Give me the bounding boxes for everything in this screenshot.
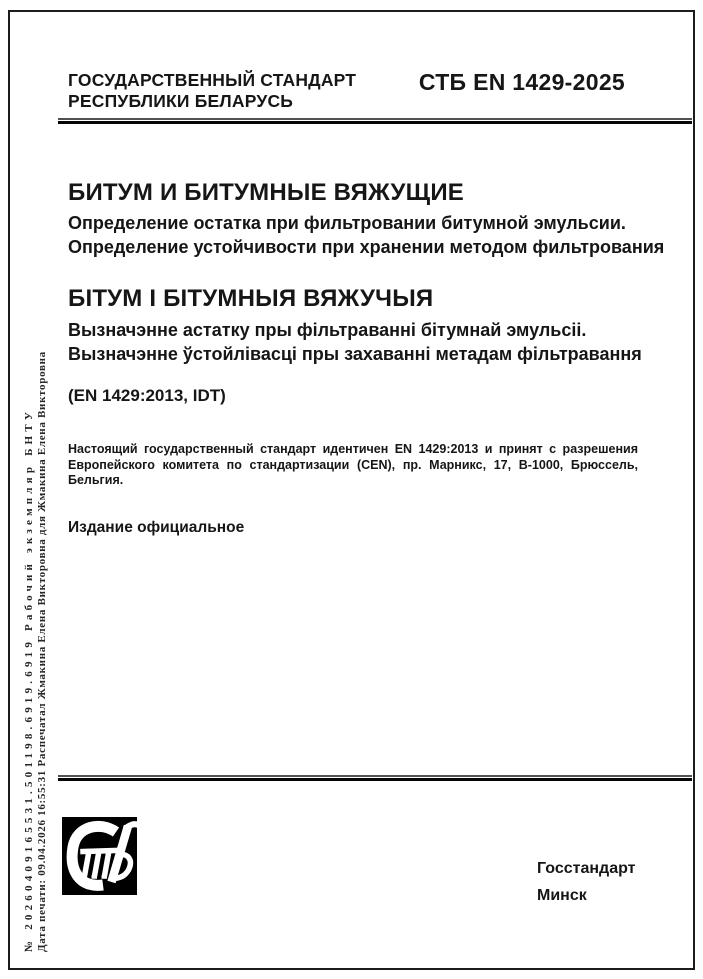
adoption-note: Настоящий государственный стандарт идентичен EN 1429:2013 и принят с разрешения Европейского комитета по стандартизации (CEN), пр. Марникс, 17, B-1000, Брюссель, Бельгия.: [68, 442, 638, 487]
watermark-copy-number: № 20260409165531.501198.6919.6919 Рабочий экземпляр БНТУ: [23, 407, 35, 952]
subtitle-belarusian: [68, 318, 642, 366]
issuing-organization-line1: ГОСУДАРСТВЕННЫЙ СТАНДАРТ: [68, 70, 357, 90]
publisher-city: Минск: [537, 887, 587, 904]
print-watermark: [23, 284, 49, 952]
stb-logo: [62, 817, 137, 895]
subtitle-russian: [68, 211, 664, 259]
issuing-organization: [68, 70, 356, 111]
watermark-print-date: Дата печати: 09.04.2026 16:55:31 Распечатал Жмакина Елена Викторовна для Жмакина Елена Викторовна: [36, 351, 48, 952]
edition-note: Издание официальное: [68, 519, 245, 536]
stb-logo-icon: [62, 817, 137, 895]
publisher-block: [537, 860, 635, 905]
issuing-organization-line2: РЕСПУБЛИКИ БЕЛАРУСЬ: [68, 90, 294, 111]
idt-reference: (EN 1429:2013, IDT): [68, 386, 226, 405]
standard-designation: СТБ EN 1429-2025: [418, 69, 625, 95]
subtitle-belarusian-line1: Вызначэнне астатку пры фільтраванні бітумнай эмульсіі.: [68, 320, 587, 340]
title-russian: БИТУМ И БИТУМНЫЕ ВЯЖУЩИЕ: [68, 179, 464, 206]
footer-double-rule: [58, 775, 692, 781]
publisher-name: Госстандарт: [537, 860, 636, 877]
subtitle-russian-line2: Определение устойчивости при хранении методом фильтрования: [68, 237, 665, 257]
header-double-rule: [58, 118, 692, 124]
title-belarusian: БІТУМ І БІТУМНЫЯ ВЯЖУЧЫЯ: [68, 285, 434, 312]
subtitle-belarusian-line2: Вызначэнне ўстойлівасці пры захаванні метадам фільтравання: [68, 344, 642, 364]
subtitle-russian-line1: Определение остатка при фильтровании битумной эмульсии.: [68, 213, 626, 233]
